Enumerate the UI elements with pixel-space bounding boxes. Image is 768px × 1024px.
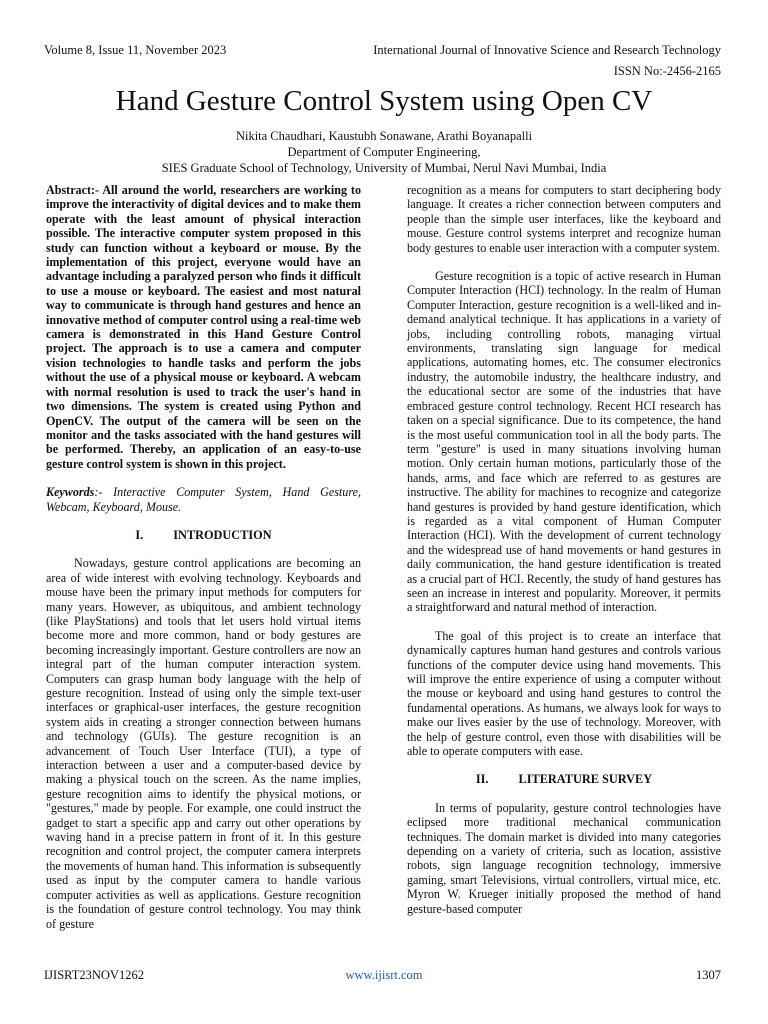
right-column [407, 183, 721, 930]
author-affiliation: SIES Graduate School of Technology, University of Mumbai, Nerul Navi Mumbai, India [161, 161, 607, 175]
keywords [46, 485, 361, 514]
author-names: Nikita Chaudhari, Kaustubh Sonawane, Arathi Boyanapalli [235, 129, 533, 143]
journal-issn: ISSN No:-2456-2165 [613, 64, 721, 78]
journal-volume-issue: Volume 8, Issue 11, November 2023 [44, 43, 227, 57]
section-heading-literature-survey [407, 772, 721, 786]
paper-id: IJISRT23NOV1262 [44, 968, 144, 982]
keywords-label: Keywords [46, 485, 95, 500]
left-column [46, 183, 361, 945]
literature-paragraph: In terms of popularity, gesture control technologies have eclipsed more traditional mechanical communication techniques. The domain market is divided into many categories depending on a variety of criteria, such as location, assistive robots, sign language recognition technology, immersive gaming, smart Televisions, virtual controllers, virtual mice, etc. Myron W. Krueger initially proposed the method of hand gesture-based computer [407, 800, 721, 916]
body-paragraph: Gesture recognition is a topic of active research in Human Computer Interaction (HCI) technology. In the realm of Human Computer Interaction, gesture recognition is a well-liked and in-demand analytical technique. It has applications in a variety of jobs, including controlling robots, managing virtual environments, translating sign language for medical applications, automating homes, etc. The consumer electronics industry, the automobile industry, the healthcare industry, and the educational sector are some of the industries that have embraced gesture control technology. Recent HCI research has taken on a special significance. Due to its competence, the hand is the most useful communication tool in all the body parts. The term "gesture" is used in many situations involving human motion. Only certain human motions, particularly those of the hands, arms, and face which are referred to as gestures are instructive. The ability for machines to recognize and categorize hand gestures is provided by hand gesture identification, which is regarded as a vital component of Human Computer Interaction (HCI). With the development of current technology and the widespread use of hand movements or hand gestures in daily communication, the hand gesture identification is treated as a crucial part of HCI. Recently, the study of hand gestures has seen an increase in interest and popularity. Moreover, it permits a straightforward and natural method of interaction. [407, 269, 721, 615]
body-paragraph: The goal of this project is to create an interface that dynamically captures human hand gestures and controls various functions of the computer device using hand movements. This will improve the entire experience of using a computer without the mouse or keyboard and using hand gestures to control the fundamental operations. As humans, we always look for ways to make our lives easier by the use of technology. Moreover, with the help of gesture control, even those with disabilities will be able to operate computers with ease. [407, 628, 721, 759]
abstract [46, 183, 361, 471]
keywords-text: :- Interactive Computer System, Hand Gesture, Webcam, Keyboard, Mouse. [46, 485, 361, 514]
paper-title: Hand Gesture Control System using Open CV [115, 85, 653, 117]
author-department: Department of Computer Engineering, [287, 145, 481, 159]
page-number: 1307 [696, 968, 721, 982]
section-title: INTRODUCTION [173, 527, 272, 542]
author-block [0, 128, 768, 176]
body-paragraph: recognition as a means for computers to start deciphering body language. It creates a richer connection between computers and people than the simple user interfaces, like the keyboard and mouse. Gesture control systems interpret and recognize human body gestures to enable user interaction with a computer system. [407, 183, 721, 255]
journal-name: International Journal of Innovative Science and Research Technology [373, 43, 721, 57]
intro-paragraph: Nowadays, gesture control applications are becoming an area of wide interest with evolving technology. Keyboards and mouse have been the primary input methods for computers for many years. However, as ubiquitous, and ambient technology (like PlayStations) and tools that let users hold virtual items become more and more common, hand or body gestures are becoming increasingly important. Gesture controllers are now an integral part of the human computer interaction system. Computers can grasp human body language with the help of gesture recognition. Instead of using only the simple text-user interfaces or graphical-user interfaces, the gesture recognition system aids in creating a stronger connection between humans and technology (GUIs). The gesture recognition is an advancement of Touch User Interface (TUI), a type of interaction between a user and a computer-based device by making a physical touch on the screen. As the name implies, gesture recognition aims to identify the physical motions, or "gestures," made by people. For example, one could instruct the gadget to start a specific app and carry out other operations by waving hand in a precise pattern in front of it. In this gesture recognition and control project, the computer camera interprets the movements of human hand. This information is subsequently used as input by the computer camera to handle various computer activities as well as applications. Gesture recognition is the foundation of gesture control technology. You may think of gesture [46, 556, 361, 931]
abstract-text: All around the world, researchers are working to improve the interactivity of digital devices and to make them operate with the least amount of physical interaction possible. The interactive computer system proposed in this study can function without a keyboard or mouse. By the implementation of this project, everyone would have an advantage including a paralyzed person who finds it difficult to use a mouse or keyboard. The easiest and most natural way to communicate is through hand gestures and hence an innovative method of computer control using a real-time web camera is demonstrated in this Hand Gesture Control project. The approach is to use a camera and computer vision technologies to handle tasks and perform the jobs without the use of a physical mouse or keyboard. A webcam with normal resolution is used to track the user's hand in two dimensions. The system is created using Python and OpenCV. The output of the camera will be seen on the monitor and the tasks associated with the hand gestures will be performed. Thereby, an application of an easy-to-use gesture control system is shown in this project. [46, 183, 361, 471]
journal-url-link[interactable]: www.ijisrt.com [345, 968, 423, 982]
section-number: I. [135, 527, 144, 542]
section-title: LITERATURE SURVEY [518, 772, 653, 787]
section-number: II. [475, 772, 489, 787]
abstract-label: Abstract:- [46, 183, 100, 197]
section-heading-introduction [46, 528, 361, 542]
